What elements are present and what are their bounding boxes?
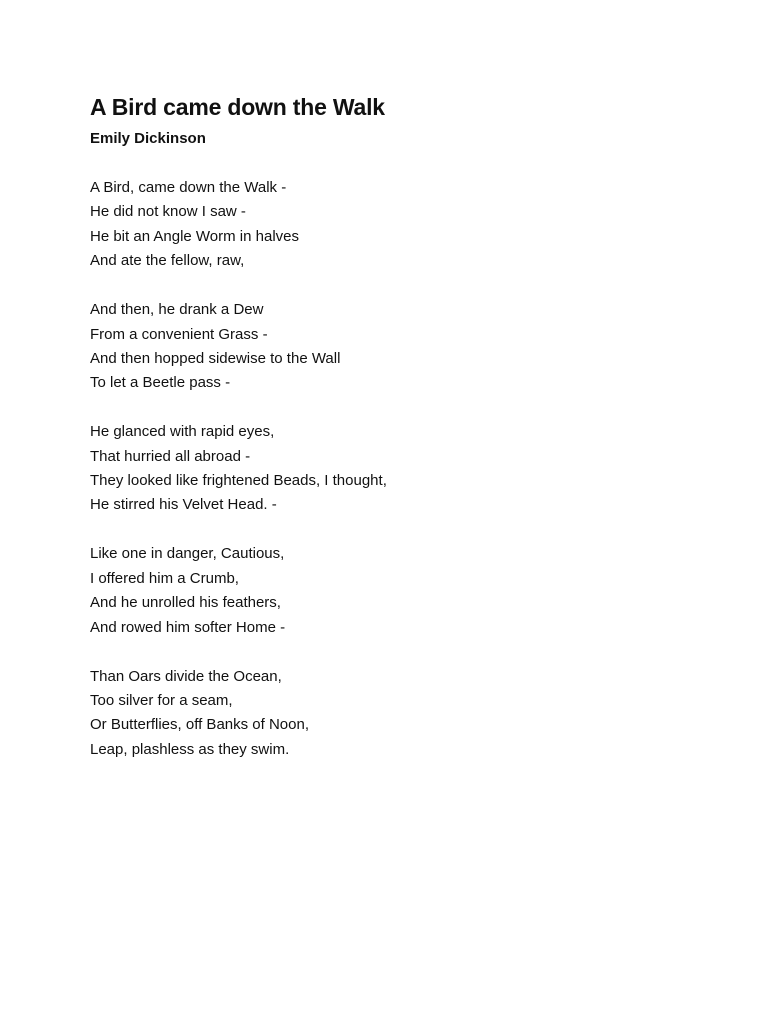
poem-line: To let a Beetle pass - (90, 374, 231, 392)
document-page (90, 92, 690, 787)
poem-line: A Bird, came down the Walk - (90, 179, 287, 196)
poem-line: Like one in danger, Cautious, (90, 545, 285, 563)
poem-line: I offered him a Crumb, (90, 569, 239, 587)
poem-line: And he unrolled his feathers, (90, 594, 281, 612)
poem-title: A Bird came down the Walk (90, 94, 385, 120)
poem-line: Too silver for a seam, (90, 691, 233, 709)
poem-line: And then, he drank a Dew (90, 301, 264, 319)
poem-line: They looked like frightened Beads, I thought, (90, 472, 387, 490)
poem-line: He bit an Angle Worm in halves (90, 227, 299, 245)
stanza-5 (90, 665, 690, 763)
poem-line: He stirred his Velvet Head. - (90, 496, 277, 514)
poem-line: And ate the fellow, raw, (90, 252, 245, 270)
poem-line: He glanced with rapid eyes, (90, 423, 275, 441)
stanza-3 (90, 420, 690, 518)
poem-line: Than Oars divide the Ocean, (90, 667, 282, 685)
poem-line: From a convenient Grass - (90, 325, 268, 343)
stanza-2 (90, 298, 690, 396)
stanza-1 (90, 176, 690, 274)
poem-line: He did not know I saw - (90, 203, 246, 221)
poem-line: And then hopped sidewise to the Wall (90, 349, 341, 367)
stanza-4 (90, 542, 690, 640)
poem-line: And rowed him softer Home - (90, 618, 286, 636)
poem-line: That hurried all abroad - (90, 447, 251, 465)
poem-author: Emily Dickinson (90, 130, 206, 147)
poem-body (90, 176, 690, 762)
poem-line: Leap, plashless as they swim. (90, 740, 290, 758)
poem-line: Or Butterflies, off Banks of Noon, (90, 716, 309, 734)
